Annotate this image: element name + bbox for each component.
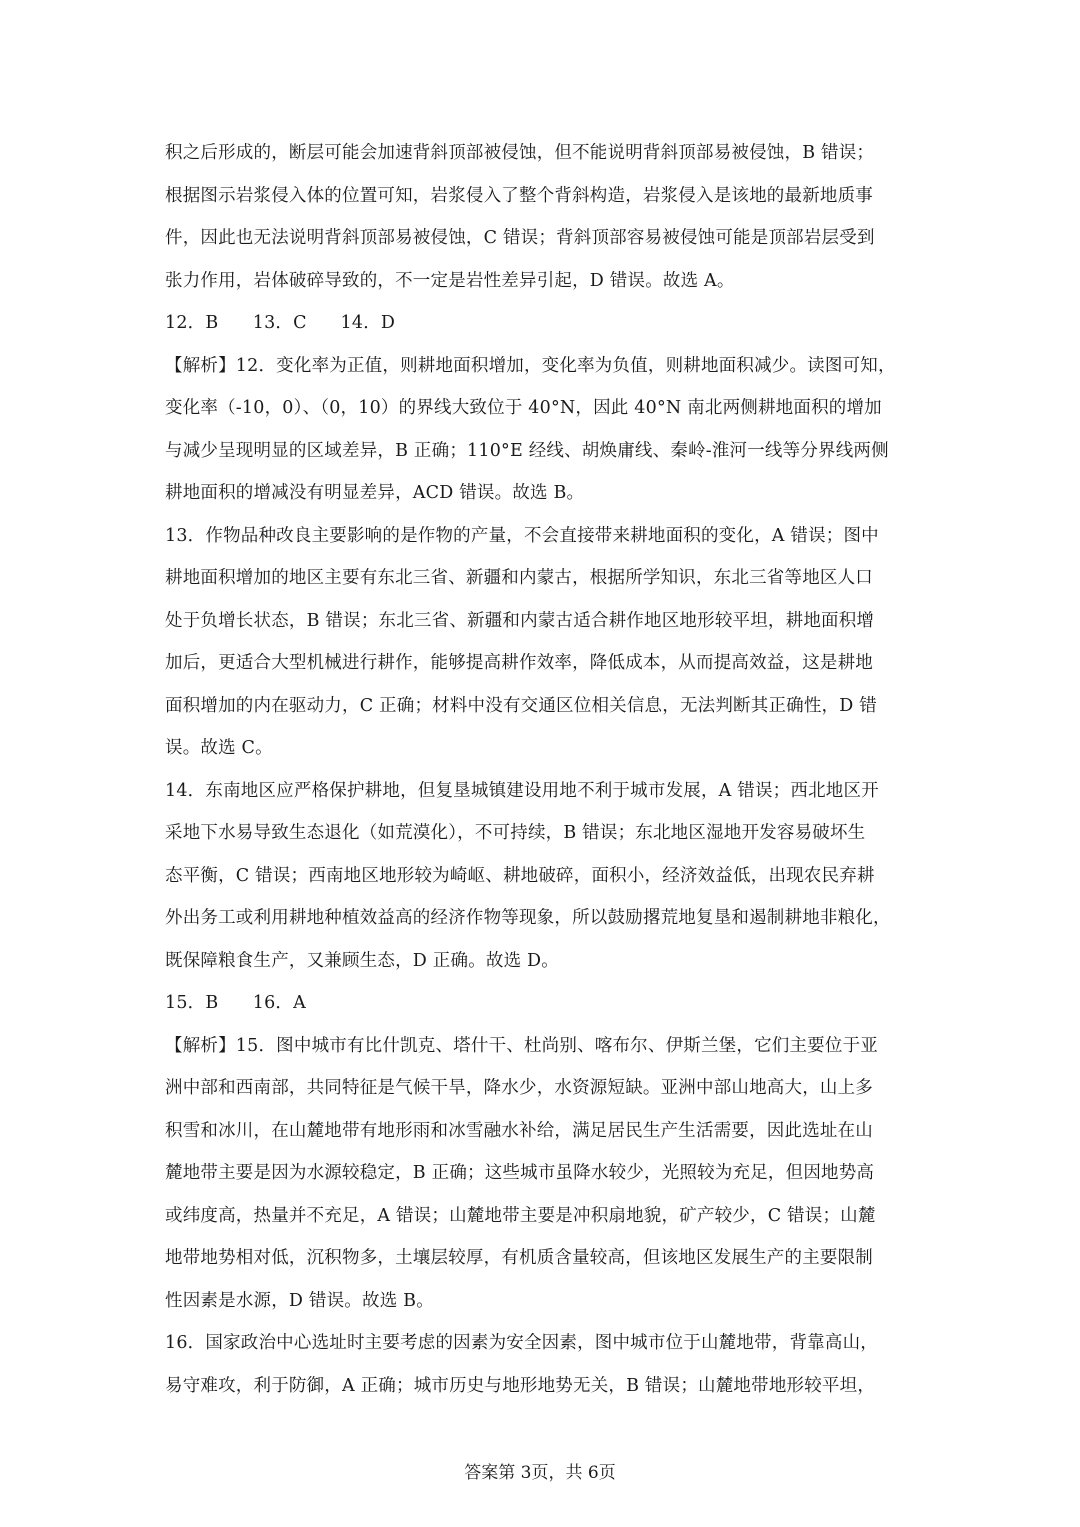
text-line: 与减少呈现明显的区域差异，B 正确；110°E 经线、胡焕庸线、秦岭-淮河一线等分界线两侧 <box>165 440 889 461</box>
text-line: 或纬度高，热量并不充足，A 错误；山麓地带主要是冲积扇地貌，矿产较少，C 错误；山麓 <box>165 1205 876 1226</box>
answer-15: 15．B <box>165 993 219 1013</box>
text-line: 态平衡，C 错误；西南地区地形较为崎岖、耕地破碎，面积小，经济效益低，出现农民弃耕 <box>165 865 875 886</box>
answer-12: 12．B <box>165 313 219 333</box>
answer-explanation-body <box>165 132 925 1407</box>
text-line: 耕地面积增加的地区主要有东北三省、新疆和内蒙古，根据所学知识，东北三省等地区人口 <box>165 568 873 588</box>
text-line: 【解析】15．图中城市有比什凯克、塔什干、杜尚别、喀布尔、伊斯兰堡，它们主要位于亚 <box>165 1035 878 1056</box>
text-line: 误。故选 C。 <box>165 738 273 758</box>
text-line: 14．东南地区应严格保护耕地，但复垦城镇建设用地不利于城市发展，A 错误；西北地区开 <box>165 780 879 801</box>
text-line: 件，因此也无法说明背斜顶部易被侵蚀，C 错误；背斜顶部容易被侵蚀可能是顶部岩层受到 <box>165 228 875 248</box>
answer-key-12-14 <box>165 302 925 345</box>
text-line: 根据图示岩浆侵入体的位置可知，岩浆侵入了整个背斜构造，岩浆侵入是该地的最新地质事 <box>165 185 873 206</box>
text-line: 加后，更适合大型机械进行耕作，能够提高耕作效率，降低成本，从而提高效益，这是耕地 <box>165 653 873 673</box>
text-line: 积雪和冰川，在山麓地带有地形雨和冰雪融水补给，满足居民生产生活需要，因此选址在山 <box>165 1120 873 1141</box>
answer-14: 14．D <box>340 313 396 333</box>
text-line: 性因素是水源，D 错误。故选 B。 <box>165 1290 434 1311</box>
page-footer: 答案第 3页，共 6页 <box>464 1463 616 1483</box>
answer-key-15-16 <box>165 982 925 1025</box>
text-line: 麓地带主要是因为水源较稳定，B 正确；这些城市虽降水较少，光照较为充足，但因地势高 <box>165 1163 875 1183</box>
text-line: 张力作用，岩体破碎导致的，不一定是岩性差异引起，D 错误。故选 A。 <box>165 270 735 291</box>
text-line: 【解析】12．变化率为正值，则耕地面积增加，变化率为负值，则耕地面积减少。读图可知， <box>165 355 896 376</box>
text-line: 易守难攻，利于防御，A 正确；城市历史与地形地势无关，B 错误；山麓地带地形较平坦， <box>165 1375 876 1396</box>
text-line: 耕地面积的增减没有明显差异，ACD 错误。故选 B。 <box>165 483 585 503</box>
text-line: 采地下水易导致生态退化（如荒漠化），不可持续，B 错误；东北地区湿地开发容易破坏生 <box>165 823 866 843</box>
answer-16: 16．A <box>252 993 306 1013</box>
text-line: 变化率（-10，0）、（0，10）的界线大致位于 40°N，因此 40°N 南北两侧耕地面积的增加 <box>165 398 882 418</box>
text-line: 地带地势相对低，沉积物多，土壤层较厚，有机质含量较高，但该地区发展生产的主要限制 <box>165 1248 873 1268</box>
text-line: 积之后形成的，断层可能会加速背斜顶部被侵蚀，但不能说明背斜顶部易被侵蚀，B 错误； <box>165 143 875 163</box>
text-line: 16．国家政治中心选址时主要考虑的因素为安全因素，图中城市位于山麓地带，背靠高山， <box>165 1333 878 1353</box>
text-line: 13．作物品种改良主要影响的是作物的产量，不会直接带来耕地面积的变化，A 错误；图中 <box>165 525 879 546</box>
text-line: 既保障粮食生产，又兼顾生态，D 正确。故选 D。 <box>165 950 559 971</box>
text-line: 外出务工或利用耕地种植效益高的经济作物等现象，所以鼓励撂荒地复垦和遏制耕地非粮化， <box>165 908 891 928</box>
text-line: 面积增加的内在驱动力，C 正确；材料中没有交通区位相关信息，无法判断其正确性，D 错 <box>165 695 877 716</box>
text-line: 处于负增长状态，B 错误；东北三省、新疆和内蒙古适合耕作地区地形较平坦，耕地面积增 <box>165 610 875 631</box>
answer-13: 13．C <box>252 313 307 333</box>
text-line: 洲中部和西南部，共同特征是气候干旱，降水少，水资源短缺。亚洲中部山地高大，山上多 <box>165 1078 873 1098</box>
